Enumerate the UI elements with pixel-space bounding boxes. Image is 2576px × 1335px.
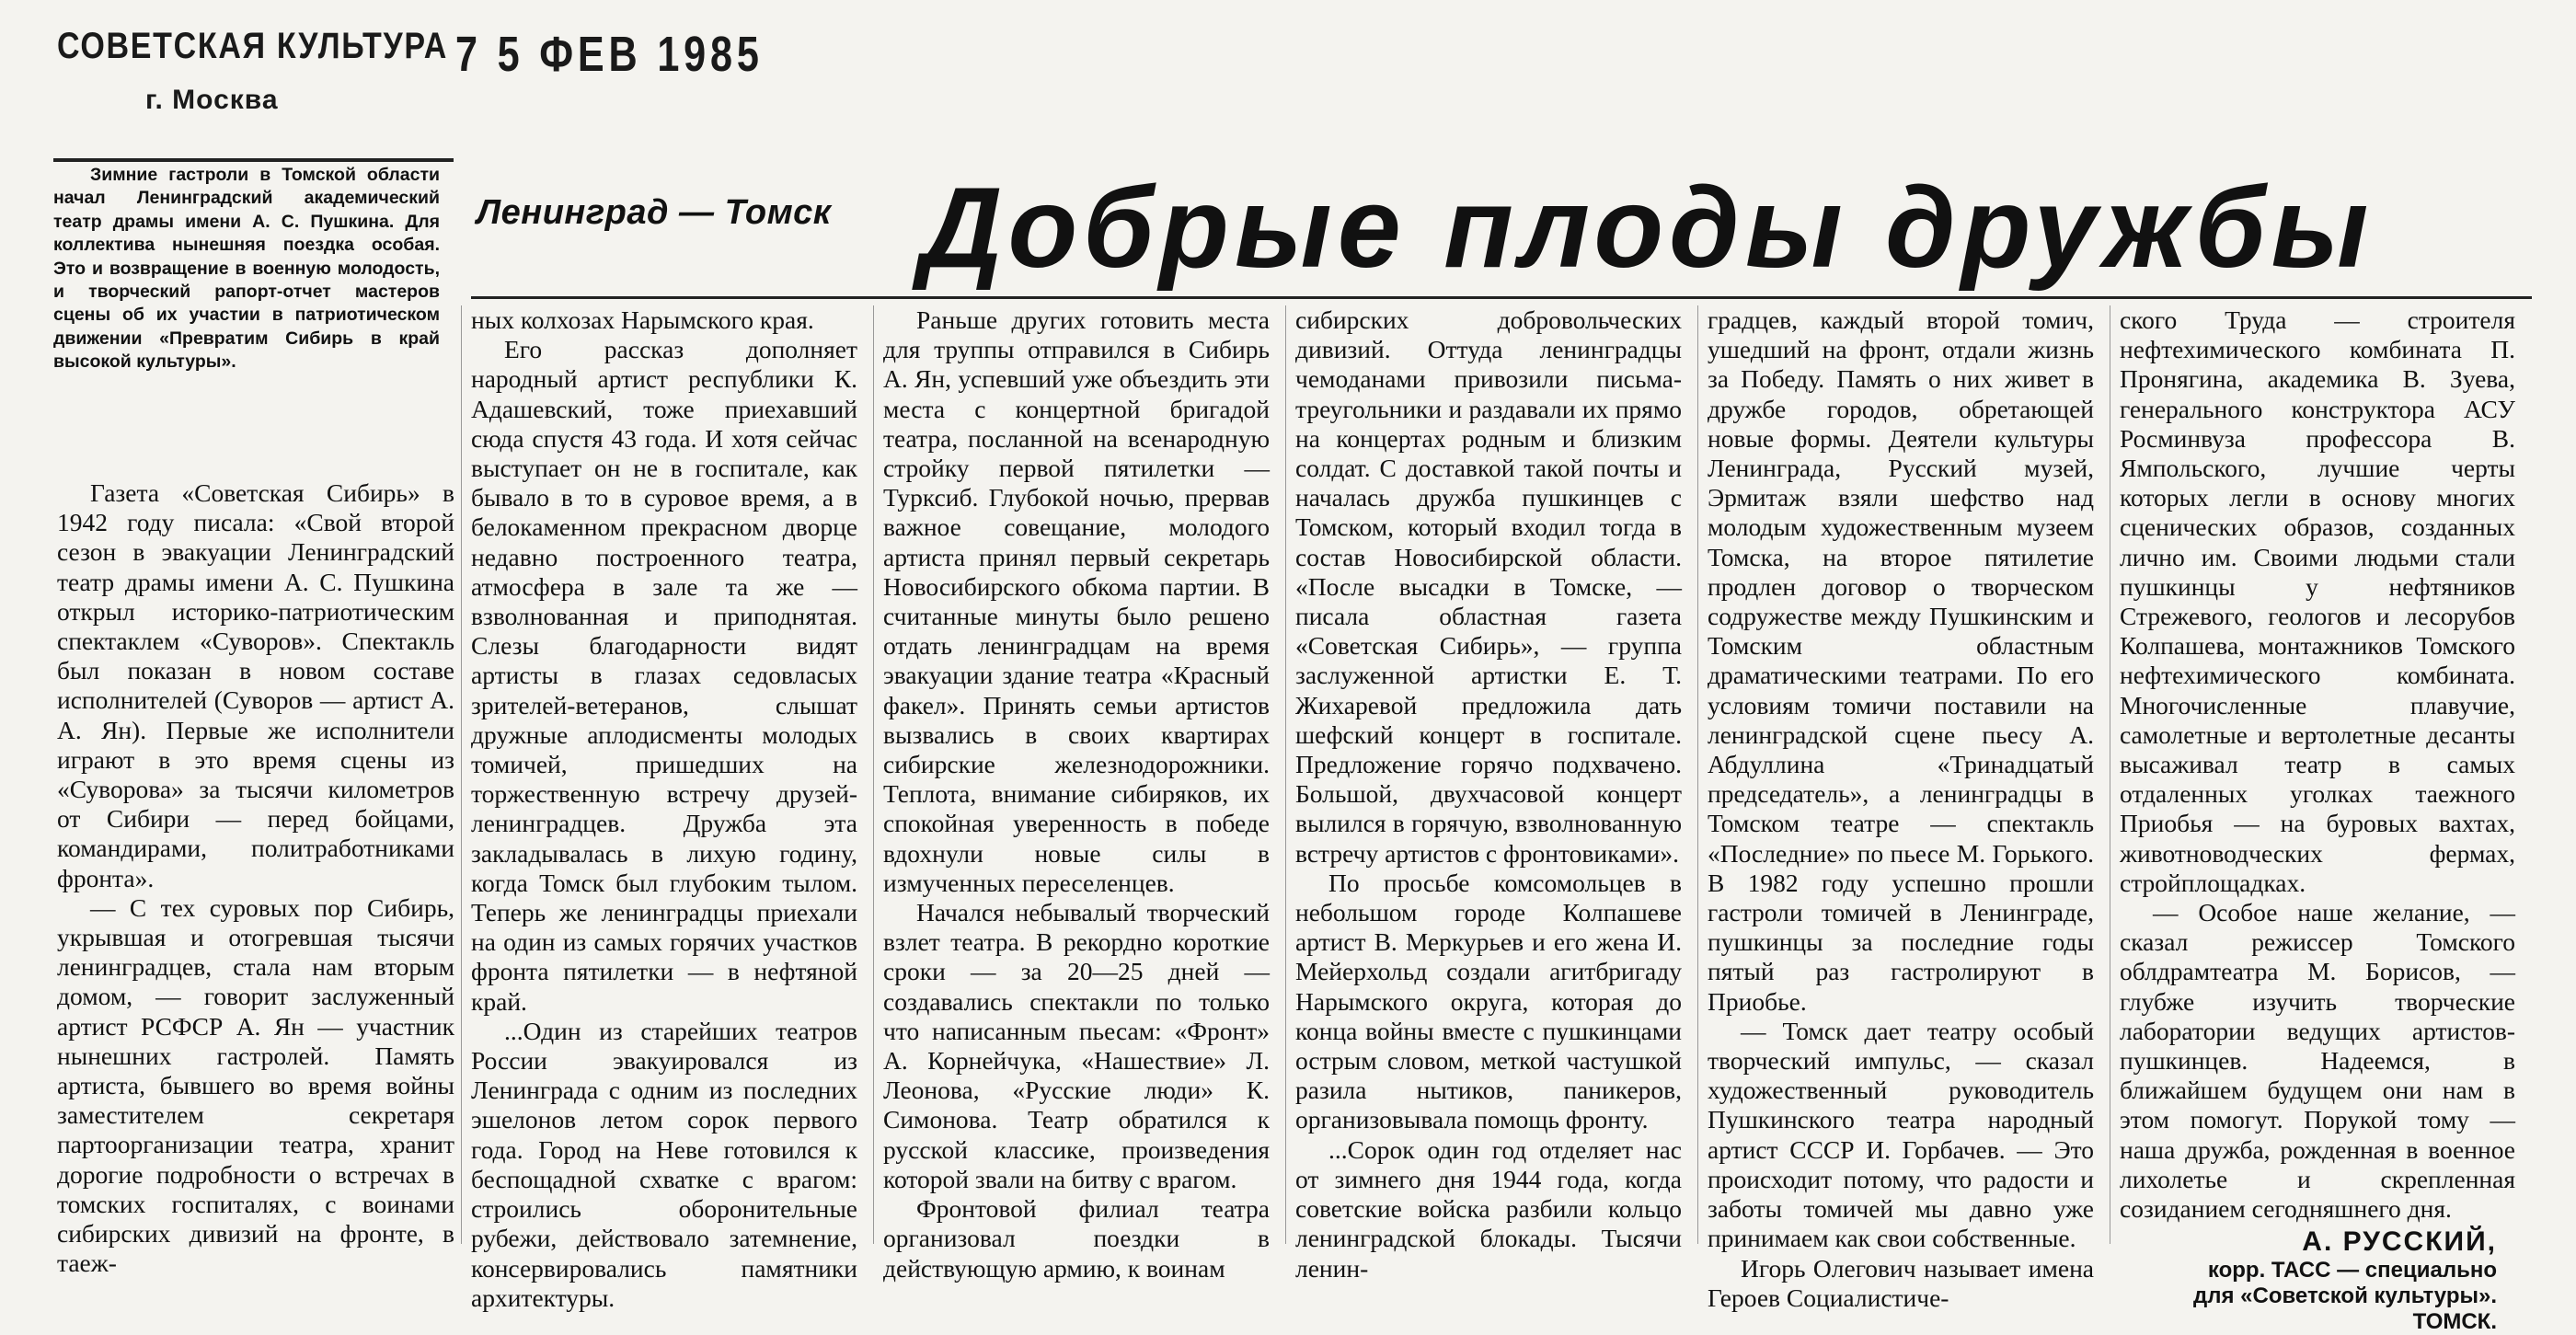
paragraph: ского Труда — строителя нефтехимического комбината П. Пронягина, академика В. Зуева, генерального конструктора АСУ Росминвуза профессора В. Ямпольского, лучшие черты которых легли в основу многих сценических образов, созданных лично им. Своими людьми стали пушкинцы у нефтяников Стрежевого, геологов и лесорубов Колпашева, монтажников Томского нефтехимического комбината. Многочисленные плавучие, самолетные и вертолетные десанты высаживал театр в самых отдаленных уголках таежного Приобья — на буровых вахтах, животноводческих фермах, стройплощадках. bbox=[2120, 305, 2515, 897]
paragraph: ...Один из старейших театров России эвакуировался из Ленинграда с одним из последних эшелонов летом сорок первого года. Город на Неве готовился к беспощадной схватке с врагом: строились оборонительные рубежи, действовало затемнение, консервировались памятники архитектуры. bbox=[471, 1016, 857, 1312]
paragraph: Газета «Советская Сибирь» в 1942 году писала: «Свой второй сезон в эвакуации Ленинградский театр драмы имени А. С. Пушкина открыл историко-патриотическим спектаклем «Суворов». Спектакль был показан в новом составе исполнителей (Суворов — артист А. А. Ян). Первые же исполнители играют в это время сцены из «Суворова» за тысячи километров от Сибири — перед бойцами, командирами, политработниками фронта». bbox=[57, 478, 454, 892]
byline bbox=[2120, 1227, 2515, 1334]
paragraph: По просьбе комсомольцев в небольшом городе Колпашеве артист В. Меркурьев и его жена И. Мейерхольд создали агитбригаду Нарымского округа, которая до конца войны вместе с пушкинцами острым словом, меткой частушкой разила нытиков, паникеров, организовывала помощь фронту. bbox=[1295, 868, 1682, 1134]
column-divider bbox=[461, 305, 462, 1244]
rubric: Ленинград — Томск bbox=[477, 193, 832, 232]
paragraph: Игорь Олегович называет имена Героев Социалистиче- bbox=[1708, 1253, 2094, 1312]
paragraph: Фронтовой филиал театра организовал поездки в действующую армию, к воинам bbox=[883, 1194, 1270, 1283]
column-divider bbox=[873, 305, 874, 1244]
paragraph: Его рассказ дополняет народный артист республики К. Адашевский, тоже приехавший сюда спустя 43 года. И хотя сейчас выступает он не в госпитале, как бывало в то в суровое время, а в белокаменном прекрасном дворце недавно построенного театра, атмосфера в зале та же — взволнованная и приподнятая. Слезы благодарности видят артисты в глазах седовласых зрителей-ветеранов, слышат дружные аплодисменты молодых томичей, пришедших на торжественную встречу друзей-ленинградцев. Дружба эта закладывалась в лихую годину, когда Томск был глубоким тылом. Теперь же ленинградцы приехали на один из самых горячих участков фронта пятилетки — в нефтяной край. bbox=[471, 335, 857, 1016]
paragraph: Раньше других готовить места для труппы отправился в Сибирь А. Ян, успевший уже объездить эти места с концертной бригадой театра, посланной на всенародную стройку первой пятилетки — Турксиб. Глубокой ночью, прервав важное совещание, молодого артиста принял первый секретарь Новосибирского обкома партии. В считанные минуты было решено отдать ленинградцам на время эвакуации здание театра «Красный факел». Принять семьи артистов вызвались в своих квартирах сибирские железнодорожники. Теплота, внимание сибиряков, их спокойная уверенность в победе вдохнули новые силы в измученных переселенцев. bbox=[883, 305, 1270, 897]
article-column-6 bbox=[2120, 305, 2515, 1334]
article-column-4 bbox=[1295, 305, 1682, 1283]
lead-paragraph: Зимние гастроли в Томской области начал Ленинградский академический театр драмы имени А. С. Пушкина. Для коллектива нынешняя поездка особая. Это и возвращение в военную молодость, и творческий рапорт-отчет мастеров сцены об их участии в патриотическом движении «Превратим Сибирь в край высокой культуры». bbox=[53, 165, 440, 373]
author-affiliation: для «Советской культуры». bbox=[2192, 1283, 2497, 1308]
paragraph: градцев, каждый второй томич, ушедший на фронт, отдали жизнь за Победу. Память о них живет в дружбе городов, обретающей новые формы. Деятели культуры Ленинграда, Русский музей, Эрмитаж взяли шефство над молодым художественным музеем Томска, на второе пятилетие продлен договор о творческом содружестве между Пушкинским и Томским областным драматическими театрами. По его условиям томичи поставили на ленинградской сцене пьесу А. Абдуллина «Тринадцатый председатель», а ленинградцы в Томском театре — спектакль «Последние» по пьесе М. Горького. В 1982 году успешно прошли гастроли томичей в Ленинграде, пушкинцы за последние годы пятый раз гастролируют в Приобье. bbox=[1708, 305, 2094, 1016]
paragraph: — С тех суровых пор Сибирь, укрывшая и отогревшая тысячи ленинградцев, стала нам вторым домом, — говорит заслуженный артист РСФСР А. Ян — участник нынешних гастролей. Память артиста, бывшего во время войны заместителем секретаря партоорганизации театра, хранит дорогие подробности о встречах в томских госпиталях, с воинами сибирских дивизий на фронте, в таеж- bbox=[57, 892, 454, 1278]
dateline-city: ТОМСК. bbox=[2412, 1308, 2497, 1334]
paragraph: ...Сорок один год отделяет нас от зимнего дня 1944 года, когда советские войска разбили кольцо ленинградской блокады. Тысячи ленин- bbox=[1295, 1134, 1682, 1283]
headline: Добрые плоды дружбы bbox=[920, 165, 2375, 292]
author-affiliation: корр. ТАСС — специально bbox=[2207, 1257, 2497, 1283]
stamp-date: 7 5 ФЕВ 1985 bbox=[455, 27, 764, 82]
column-divider bbox=[1697, 305, 1698, 1244]
paragraph: — Особое наше желание, — сказал режиссер Томского облдрамтеатра М. Борисов, — глубже изучить творческие лаборатории ведущих артистов-пушкинцев. Надеемся, в ближайшем будущем они нам в этом помогут. Порукой тому — наша дружба, рожденная в военное лихолетье и скрепленная созиданием сегодняшнего дня. bbox=[2120, 898, 2515, 1224]
headline-rule bbox=[471, 296, 2532, 299]
column-divider bbox=[1285, 305, 1286, 1244]
paragraph: — Томск дает театру особый творческий импульс, — сказал художественный руководитель Пушкинского театра народный артист СССР И. Горбачев. — Это происходит потому, что радости и заботы томичей мы давно уже принимаем как свои собственные. bbox=[1708, 1016, 2094, 1253]
paragraph: сибирских добровольческих дивизий. Оттуда ленинградцы чемоданами привозили письма-треугольники и раздавали их прямо на концертах родным и близким солдат. С доставкой такой почты и началась дружба пушкинцев с Томском, который входил тогда в состав Новосибирской области. «После высадки в Томске, — писала областная газета «Советская Сибирь», — группа заслуженной артистки Е. Т. Жихаревой предложила дать шефский концерт в госпитале. Предложение горячо подхвачено. Большой, двухчасовой концерт вылился в горячую, взволнованную встречу артистов с фронтовиками». bbox=[1295, 305, 1682, 868]
paragraph: ных колхозах Нарымского края. bbox=[471, 305, 814, 334]
lead-rule bbox=[53, 158, 454, 162]
paragraph: Начался небывалый творческий взлет театра. В рекордно короткие сроки — за 20—25 дней — создавались спектакли по только что написанным пьесам: «Фронт» А. Корнейчука, «Нашествие» Л. Леонова, «Русские люди» К. Симонова. Театр обратился к русской классике, произведения которой звали на битву с врагом. bbox=[883, 898, 1270, 1193]
stamp-publication: СОВЕТСКАЯ КУЛЬТУРА bbox=[57, 26, 448, 66]
article-column-1 bbox=[57, 478, 454, 1278]
stamp-city: г. Москва bbox=[145, 85, 279, 115]
article-column-3 bbox=[883, 305, 1270, 1283]
author-name: А. РУССКИЙ, bbox=[2302, 1226, 2497, 1258]
article-column-2 bbox=[471, 305, 857, 1312]
article-column-5 bbox=[1708, 305, 2094, 1312]
